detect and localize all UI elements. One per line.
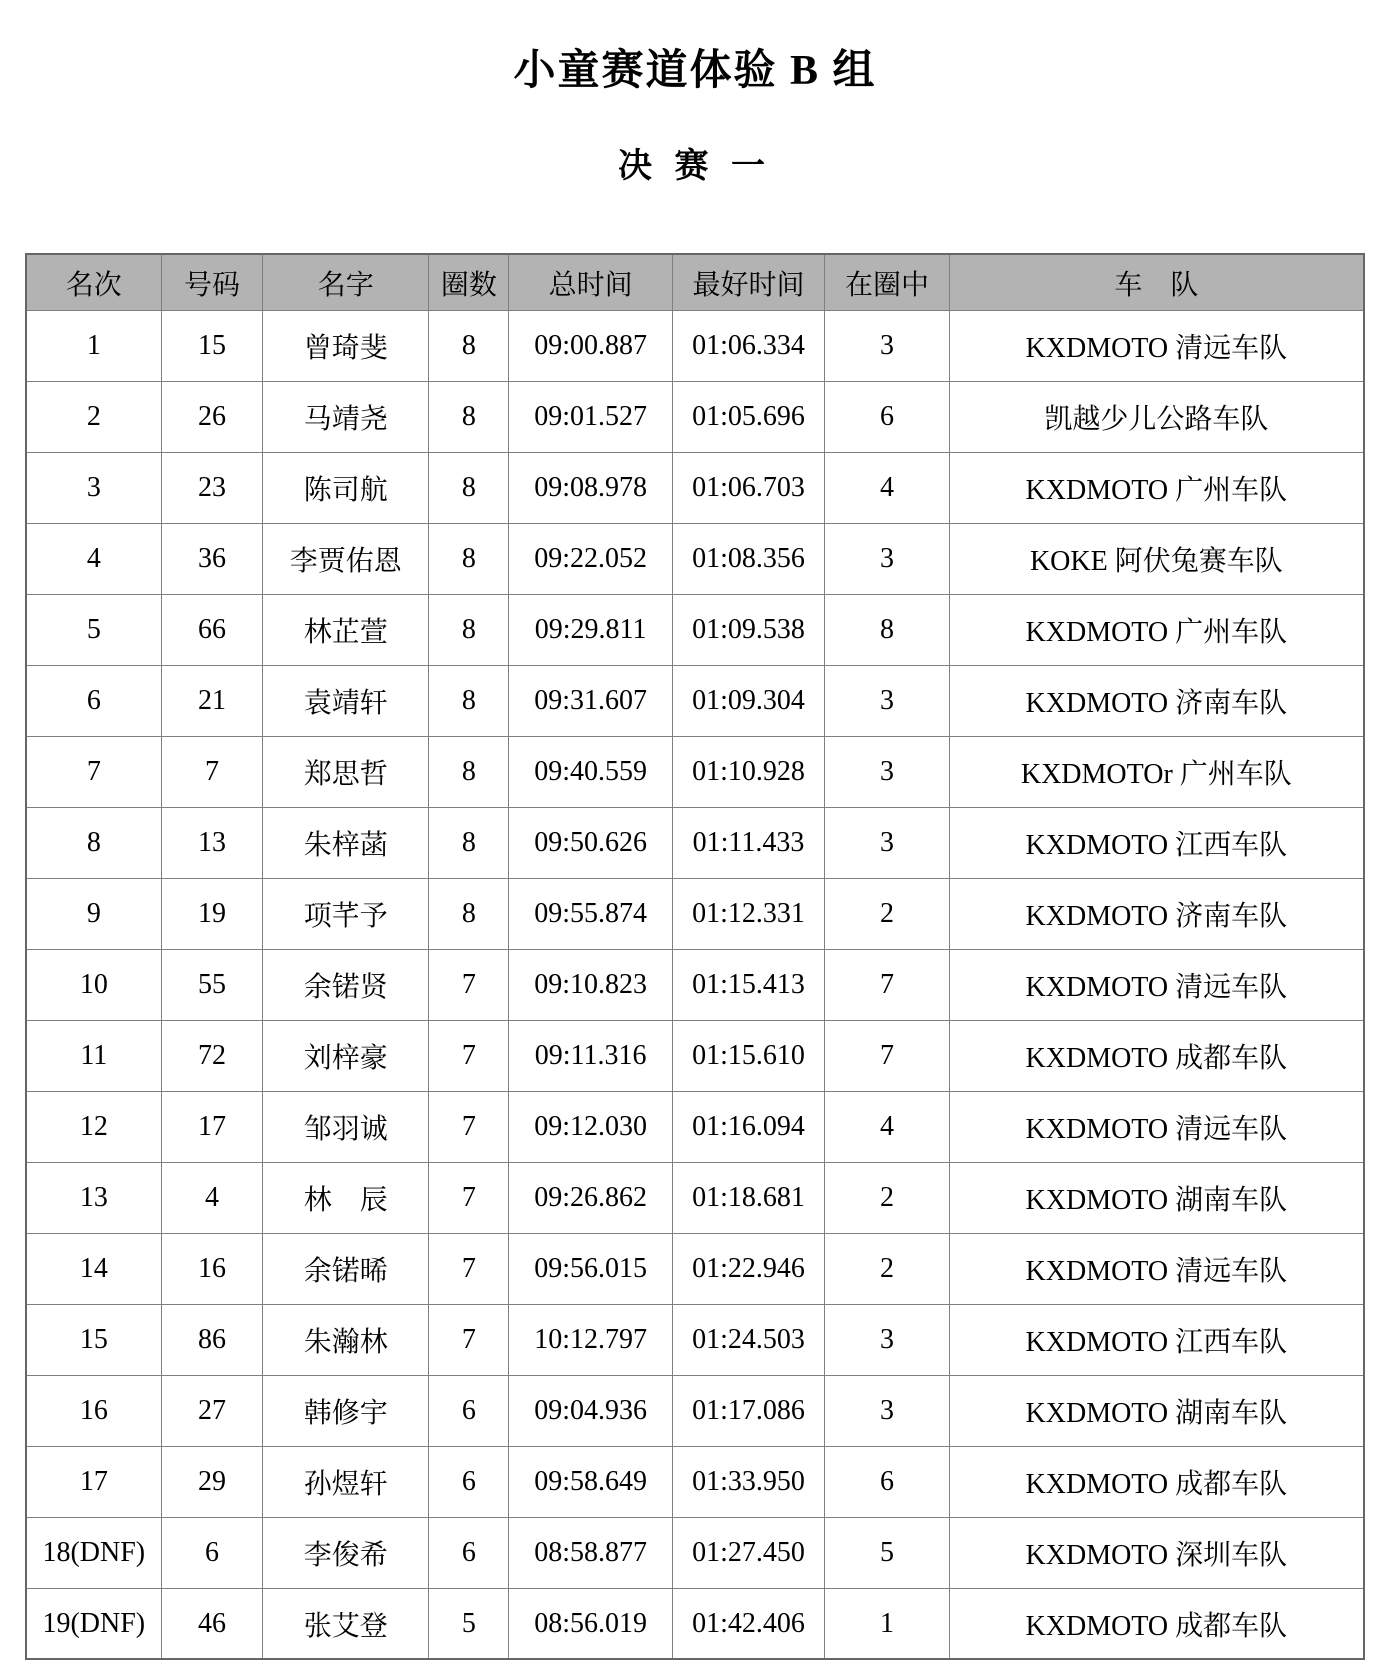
cell-name: 项芊予 <box>263 878 429 949</box>
cell-number: 17 <box>161 1091 263 1162</box>
cell-rank: 17 <box>26 1446 161 1517</box>
cell-team: KXDMOTO 清远车队 <box>949 1233 1364 1304</box>
cell-best-time: 01:11.433 <box>672 807 825 878</box>
cell-rank: 18(DNF) <box>26 1517 161 1588</box>
cell-rank: 3 <box>26 452 161 523</box>
cell-laps: 8 <box>429 452 509 523</box>
cell-name: 余锘晞 <box>263 1233 429 1304</box>
cell-best-time: 01:06.334 <box>672 310 825 381</box>
cell-team: KXDMOTOr 广州车队 <box>949 736 1364 807</box>
table-row <box>26 949 1364 1020</box>
cell-total-time: 08:56.019 <box>509 1588 672 1659</box>
cell-number: 4 <box>161 1162 263 1233</box>
cell-total-time: 09:29.811 <box>509 594 672 665</box>
cell-in-lap: 1 <box>825 1588 949 1659</box>
cell-number: 66 <box>161 594 263 665</box>
cell-total-time: 09:40.559 <box>509 736 672 807</box>
cell-name: 陈司航 <box>263 452 429 523</box>
cell-number: 16 <box>161 1233 263 1304</box>
cell-team: KXDMOTO 清远车队 <box>949 949 1364 1020</box>
cell-best-time: 01:12.331 <box>672 878 825 949</box>
table-row <box>26 1304 1364 1375</box>
cell-team: 凯越少儿公路车队 <box>949 381 1364 452</box>
cell-laps: 7 <box>429 949 509 1020</box>
header-best-time: 最好时间 <box>672 254 825 310</box>
cell-total-time: 09:08.978 <box>509 452 672 523</box>
cell-laps: 8 <box>429 665 509 736</box>
cell-laps: 8 <box>429 736 509 807</box>
cell-laps: 6 <box>429 1375 509 1446</box>
cell-team: KXDMOTO 成都车队 <box>949 1446 1364 1517</box>
table-row <box>26 452 1364 523</box>
cell-in-lap: 2 <box>825 878 949 949</box>
cell-team: KXDMOTO 湖南车队 <box>949 1375 1364 1446</box>
cell-in-lap: 7 <box>825 1020 949 1091</box>
cell-laps: 7 <box>429 1304 509 1375</box>
cell-in-lap: 3 <box>825 736 949 807</box>
cell-team: KXDMOTO 成都车队 <box>949 1588 1364 1659</box>
cell-number: 15 <box>161 310 263 381</box>
cell-in-lap: 2 <box>825 1162 949 1233</box>
cell-best-time: 01:09.538 <box>672 594 825 665</box>
cell-best-time: 01:22.946 <box>672 1233 825 1304</box>
cell-name: 孙煜轩 <box>263 1446 429 1517</box>
cell-in-lap: 3 <box>825 1375 949 1446</box>
cell-laps: 7 <box>429 1020 509 1091</box>
cell-number: 23 <box>161 452 263 523</box>
cell-number: 27 <box>161 1375 263 1446</box>
table-row <box>26 1375 1364 1446</box>
cell-team: KOKE 阿伏兔赛车队 <box>949 523 1364 594</box>
cell-in-lap: 3 <box>825 665 949 736</box>
cell-best-time: 01:05.696 <box>672 381 825 452</box>
cell-laps: 6 <box>429 1446 509 1517</box>
cell-number: 29 <box>161 1446 263 1517</box>
table-row <box>26 381 1364 452</box>
cell-rank: 19(DNF) <box>26 1588 161 1659</box>
cell-total-time: 09:10.823 <box>509 949 672 1020</box>
cell-number: 13 <box>161 807 263 878</box>
cell-rank: 11 <box>26 1020 161 1091</box>
cell-rank: 4 <box>26 523 161 594</box>
table-row <box>26 665 1364 736</box>
header-number: 号码 <box>161 254 263 310</box>
cell-best-time: 01:15.413 <box>672 949 825 1020</box>
cell-best-time: 01:16.094 <box>672 1091 825 1162</box>
table-row <box>26 1091 1364 1162</box>
cell-name: 余锘贤 <box>263 949 429 1020</box>
table-row <box>26 594 1364 665</box>
cell-best-time: 01:10.928 <box>672 736 825 807</box>
cell-total-time: 09:50.626 <box>509 807 672 878</box>
cell-in-lap: 7 <box>825 949 949 1020</box>
cell-best-time: 01:09.304 <box>672 665 825 736</box>
cell-in-lap: 4 <box>825 1091 949 1162</box>
cell-rank: 6 <box>26 665 161 736</box>
cell-number: 86 <box>161 1304 263 1375</box>
cell-number: 26 <box>161 381 263 452</box>
cell-laps: 8 <box>429 381 509 452</box>
cell-total-time: 09:12.030 <box>509 1091 672 1162</box>
cell-total-time: 09:55.874 <box>509 878 672 949</box>
cell-laps: 8 <box>429 807 509 878</box>
table-header-row <box>26 254 1364 310</box>
cell-team: KXDMOTO 深圳车队 <box>949 1517 1364 1588</box>
cell-laps: 8 <box>429 523 509 594</box>
table-row <box>26 1233 1364 1304</box>
cell-rank: 13 <box>26 1162 161 1233</box>
cell-in-lap: 3 <box>825 1304 949 1375</box>
cell-best-time: 01:06.703 <box>672 452 825 523</box>
cell-best-time: 01:17.086 <box>672 1375 825 1446</box>
cell-total-time: 09:26.862 <box>509 1162 672 1233</box>
cell-laps: 7 <box>429 1091 509 1162</box>
cell-rank: 9 <box>26 878 161 949</box>
cell-in-lap: 3 <box>825 523 949 594</box>
header-rank: 名次 <box>26 254 161 310</box>
cell-laps: 5 <box>429 1588 509 1659</box>
cell-in-lap: 8 <box>825 594 949 665</box>
header-total-time: 总时间 <box>509 254 672 310</box>
cell-total-time: 09:22.052 <box>509 523 672 594</box>
cell-total-time: 09:00.887 <box>509 310 672 381</box>
cell-laps: 7 <box>429 1162 509 1233</box>
cell-best-time: 01:24.503 <box>672 1304 825 1375</box>
results-table <box>25 253 1365 1660</box>
cell-in-lap: 3 <box>825 310 949 381</box>
cell-rank: 15 <box>26 1304 161 1375</box>
cell-laps: 6 <box>429 1517 509 1588</box>
cell-best-time: 01:15.610 <box>672 1020 825 1091</box>
cell-name: 曾琦斐 <box>263 310 429 381</box>
results-table-body <box>26 310 1364 1659</box>
cell-number: 55 <box>161 949 263 1020</box>
cell-name: 李贾佑恩 <box>263 523 429 594</box>
table-row <box>26 310 1364 381</box>
page-subtitle: 决 赛 一 <box>618 148 772 186</box>
header-name: 名字 <box>263 254 429 310</box>
cell-number: 72 <box>161 1020 263 1091</box>
cell-rank: 5 <box>26 594 161 665</box>
page-title: 小童赛道体验 B 组 <box>513 48 877 94</box>
cell-team: KXDMOTO 清远车队 <box>949 310 1364 381</box>
cell-name: 林 辰 <box>263 1162 429 1233</box>
cell-name: 马靖尧 <box>263 381 429 452</box>
cell-name: 袁靖轩 <box>263 665 429 736</box>
table-row <box>26 1517 1364 1588</box>
cell-total-time: 08:58.877 <box>509 1517 672 1588</box>
cell-total-time: 09:04.936 <box>509 1375 672 1446</box>
cell-name: 朱梓菡 <box>263 807 429 878</box>
table-row <box>26 807 1364 878</box>
cell-rank: 14 <box>26 1233 161 1304</box>
cell-team: KXDMOTO 成都车队 <box>949 1020 1364 1091</box>
table-row <box>26 1162 1364 1233</box>
cell-team: KXDMOTO 济南车队 <box>949 878 1364 949</box>
cell-in-lap: 4 <box>825 452 949 523</box>
cell-team: KXDMOTO 湖南车队 <box>949 1162 1364 1233</box>
cell-name: 郑思哲 <box>263 736 429 807</box>
cell-total-time: 10:12.797 <box>509 1304 672 1375</box>
cell-team: KXDMOTO 广州车队 <box>949 452 1364 523</box>
cell-laps: 8 <box>429 878 509 949</box>
cell-number: 36 <box>161 523 263 594</box>
table-row <box>26 523 1364 594</box>
cell-team: KXDMOTO 济南车队 <box>949 665 1364 736</box>
cell-in-lap: 6 <box>825 381 949 452</box>
cell-rank: 7 <box>26 736 161 807</box>
cell-team: KXDMOTO 江西车队 <box>949 807 1364 878</box>
table-row <box>26 878 1364 949</box>
cell-name: 邹羽诚 <box>263 1091 429 1162</box>
cell-laps: 7 <box>429 1233 509 1304</box>
cell-best-time: 01:08.356 <box>672 523 825 594</box>
cell-team: KXDMOTO 清远车队 <box>949 1091 1364 1162</box>
header-team: 车 队 <box>949 254 1364 310</box>
cell-total-time: 09:01.527 <box>509 381 672 452</box>
cell-in-lap: 3 <box>825 807 949 878</box>
cell-name: 刘梓豪 <box>263 1020 429 1091</box>
cell-team: KXDMOTO 江西车队 <box>949 1304 1364 1375</box>
cell-rank: 8 <box>26 807 161 878</box>
cell-total-time: 09:11.316 <box>509 1020 672 1091</box>
cell-number: 7 <box>161 736 263 807</box>
cell-rank: 12 <box>26 1091 161 1162</box>
cell-name: 韩修宇 <box>263 1375 429 1446</box>
cell-in-lap: 5 <box>825 1517 949 1588</box>
cell-number: 46 <box>161 1588 263 1659</box>
cell-in-lap: 2 <box>825 1233 949 1304</box>
cell-number: 19 <box>161 878 263 949</box>
table-row <box>26 736 1364 807</box>
cell-best-time: 01:18.681 <box>672 1162 825 1233</box>
header-in-lap: 在圈中 <box>825 254 949 310</box>
cell-in-lap: 6 <box>825 1446 949 1517</box>
cell-rank: 2 <box>26 381 161 452</box>
cell-best-time: 01:27.450 <box>672 1517 825 1588</box>
table-row <box>26 1446 1364 1517</box>
cell-total-time: 09:56.015 <box>509 1233 672 1304</box>
cell-laps: 8 <box>429 594 509 665</box>
cell-name: 张艾登 <box>263 1588 429 1659</box>
header-laps: 圈数 <box>429 254 509 310</box>
cell-name: 朱瀚林 <box>263 1304 429 1375</box>
cell-name: 林芷萱 <box>263 594 429 665</box>
cell-team: KXDMOTO 广州车队 <box>949 594 1364 665</box>
cell-best-time: 01:33.950 <box>672 1446 825 1517</box>
cell-rank: 10 <box>26 949 161 1020</box>
cell-rank: 16 <box>26 1375 161 1446</box>
cell-best-time: 01:42.406 <box>672 1588 825 1659</box>
cell-name: 李俊希 <box>263 1517 429 1588</box>
table-row <box>26 1020 1364 1091</box>
cell-total-time: 09:31.607 <box>509 665 672 736</box>
cell-rank: 1 <box>26 310 161 381</box>
cell-total-time: 09:58.649 <box>509 1446 672 1517</box>
cell-number: 21 <box>161 665 263 736</box>
cell-number: 6 <box>161 1517 263 1588</box>
cell-laps: 8 <box>429 310 509 381</box>
table-row <box>26 1588 1364 1659</box>
